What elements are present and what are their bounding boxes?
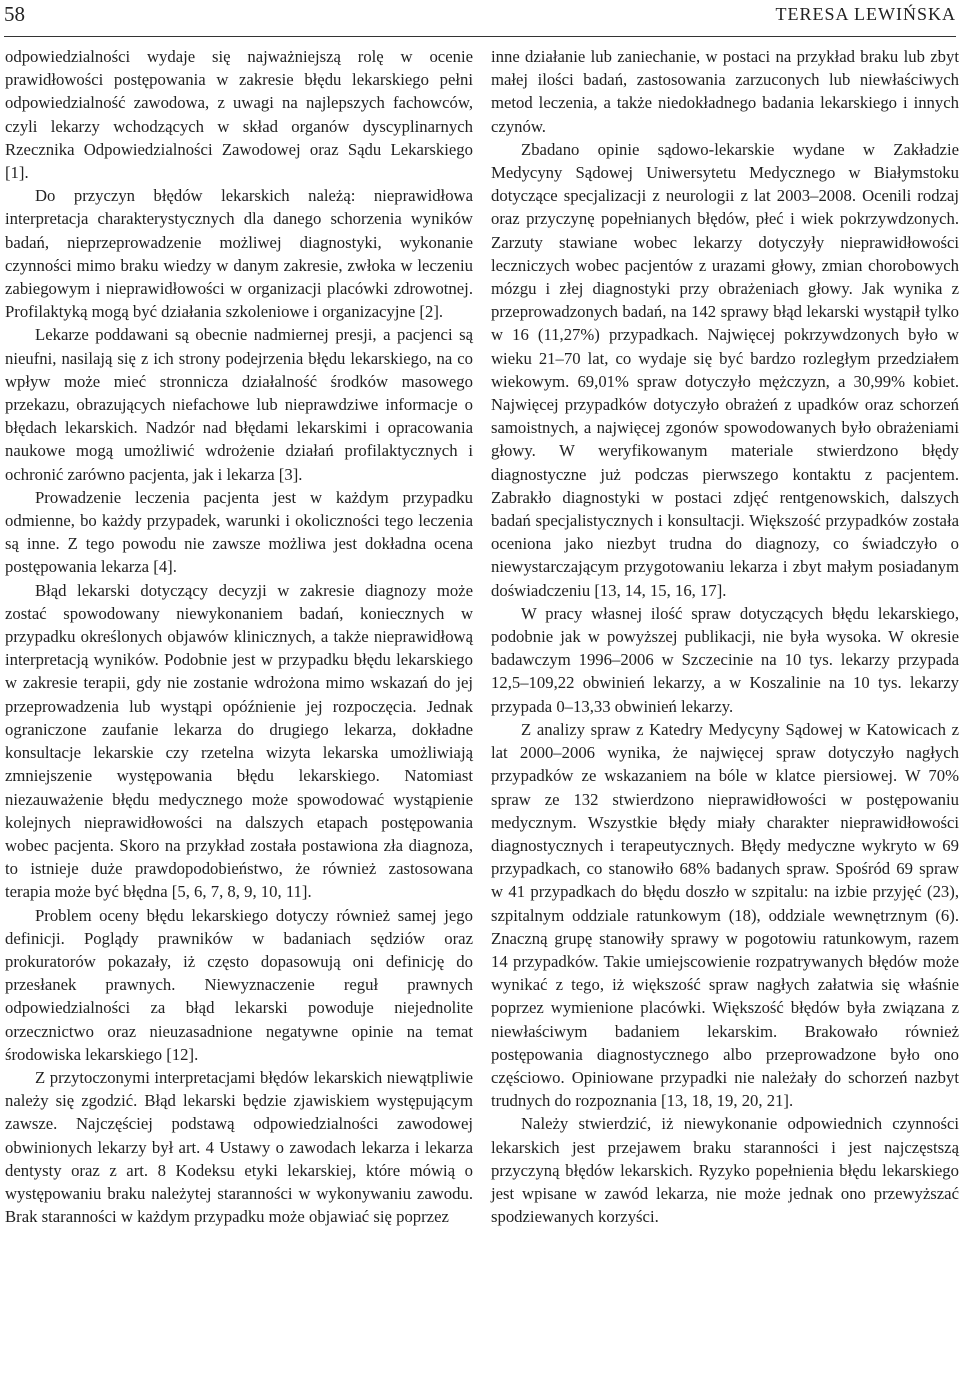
- paragraph: Lekarze poddawani są obecnie nadmiernej presji, a pacjenci są nieufni, nasilają się z ich strony podejrzenia błędu lekarskiego, na co wpływ może mieć stronnicza działalność środków masowego przekazu, obrazujących niefachowe lub nieprawdziwe informacje o błędach lekarskich. Nadzór nad błędami lekarskimi i opracowania naukowe mogą umożliwić wdrożenie działań profilaktycznych i ochronić zarówno pacjenta, jak i lekarza [3].: [5, 325, 473, 484]
- page-header: [4, 0, 956, 37]
- paragraph: W pracy własnej ilość spraw dotyczących błędu lekarskiego, podobnie jak w powyższej publikacji, nie była wysoka. W okresie badawczym 1996–2006 w Szczecinie na 10 tys. lekarzy przypada 12,5–109,22 obwinień lekarzy, a w Koszalinie na 10 tys. lekarzy przypada 0–13,33 obwinień lekarzy.: [491, 603, 959, 716]
- left-column: [5, 45, 473, 1228]
- paragraph: Zbadano opinie sądowo-lekarskie wydane w Zakładzie Medycyny Sądowej Uniwersytetu Medycznego w Białymstoku dotyczące specjalizacji z neurologii z lat 2003–2008. Ocenili rodzaj oraz przyczynę popełnianych błędów, płeć i wiek pokrzywdzonych. Zarzuty stawiane wobec lekarzy dotyczyły nieprawidłowości leczniczych wobec pacjentów z urazami głowy, zmian chorobowych mózgu i złej diagnostyki przy obrażeniach głowy. Jak wynika z przeprowadzonych badań, na 142 sprawy błąd lekarski wystąpił tylko w 16 (11,27%) przypadkach. Najwięcej pokrzywdzonych było w wieku 21–70 lat, co wydaje się być bardzo rozległym przedziałem wiekowym. 69,01% spraw dotyczyło mężczyzn, a 30,99% kobiet. Najwięcej przypadków dotyczyło obrażeń z upadków oraz schorzeń samoistnych, a najwięcej zgonów spowodowanych było obrażeniami głowy. W weryfikowanym materiale stwierdzono błędy diagnostyczne już podczas pierwszego kontaktu z pacjentem. Zabrakło diagnostyki w postaci zdjęć rentgenowskich, dalszych badań specjalistycznych i konsultacji. Większość przypadków została oceniona jako niezbyt trudna do diagnozy, co świadczyło o niewystarczającym przygotowaniu lekarza i zbyt małym posiadanym doświadczeniu [13, 14, 15, 16, 17].: [491, 139, 959, 600]
- paragraph: Do przyczyn błędów lekarskich należą: nieprawidłowa interpretacja charakterystycznych dla danego schorzenia wyników badań, nieprzeprowadzenie możliwej diagnostyki, wykonanie czynności mimo braku wiedzy w danym zakresie, zwłoka w leczeniu zabiegowym i nieprawidłowości w organizacji placówki zdrowotnej. Profilaktyką mogą być działania szkoleniowe i organizacyjne [2].: [5, 186, 473, 322]
- paragraph: Błąd lekarski dotyczący decyzji w zakresie diagnozy może zostać spowodowany niewykonaniem badań, koniecznych w przypadku określonych objawów klinicznych, a także nieprawidłową interpretacją wyników. Podobnie jest w przypadku błędu lekarskiego w zakresie terapii, gdy nie zostanie wdrożona mimo wskazań do jej przeprowadzenia lub wystąpi opóźnienie jej rozpoczęcia. Jednak ograniczone zaufanie lekarza do drugiego lekarza, dokładne konsultacje lekarskie czy rzetelna wizyta lekarska umożliwiają zmniejszenie występowania błędu lekarskiego. Natomiast niezauważenie błędu medycznego może spowodować wystąpienie kolejnych nieprawidłowości na dalszych etapach postępowania wobec pacjenta. Skoro na przykład została postawiona zła diagnoza, to istnieje duże prawdopodobieństwo, że również zastosowana terapia może być błędna [5, 6, 7, 8, 9, 10, 11].: [5, 580, 473, 902]
- paragraph: Z przytoczonymi interpretacjami błędów lekarskich niewątpliwie należy się zgodzić. Błąd lekarski będzie zjawiskiem występującym zawsze. Najczęściej podstawą odpowiedzialności zawodowej obwinionych lekarzy był art. 4 Ustawy o zawodach lekarza i lekarza dentysty oraz z art. 8 Kodeksu etyki lekarskiej, które mówią o występowaniu braku należytej staranności w wykonywaniu zawodu. Brak staranności w każdym przypadku może objawiać się poprzez: [5, 1067, 473, 1227]
- paragraph: odpowiedzialności wydaje się najważniejszą rolę w ocenie prawidłowości postępowania w zakresie błędu lekarskiego pełni odpowiedzialność zawodowa, z uwagi na najlepszych fachowców, czyli lekarzy wchodzących w skład organów dyscyplinarnych Rzecznika Odpowiedzialności Zawodowej oraz Sądu Lekarskiego [1].: [5, 47, 473, 183]
- right-column: [491, 45, 959, 1228]
- paragraph: inne działanie lub zaniechanie, w postaci na przykład braku lub zbyt małej ilości badań, zastosowania zarzuconych lub niewłaściwych metod leczenia, a także niedokładnego badania lekarskiego i innych czynów.: [491, 47, 959, 136]
- paragraph: Problem oceny błędu lekarskiego dotyczy również samej jego definicji. Poglądy prawników w badaniach sędziów oraz prokuratorów pokazały, iż często dopasowują oni definicję do przesłanek prawnych. Niewyznaczenie reguł prawnych odpowiedzialności za błąd lekarski powoduje niejednolite orzecznictwo oraz nieuzasadnione negatywne opinie na temat środowiska lekarskiego [12].: [5, 905, 473, 1064]
- paragraph: Należy stwierdzić, iż niewykonanie odpowiednich czynności lekarskich jest przejawem braku staranności i jest najczęstszą przyczyną błędów lekarskich. Ryzyko popełnienia błędu lekarskiego jest wpisane w zawód lekarza, nie może jednak ono przewyższać spodziewanych korzyści.: [491, 1114, 959, 1227]
- page-number: 58: [4, 2, 25, 26]
- paragraph: Z analizy spraw z Katedry Medycyny Sądowej w Katowicach z lat 2000–2006 wynika, że najwięcej spraw dotyczyło nagłych przypadków ze wskazaniem na bóle w klatce piersiowej. W 70% spraw ze 132 stwierdzono nieprawidłowości w postępowaniu medycznym. Wszystkie błędy miały charakter nieprawidłowości diagnostycznych i terapeutycznych. Błędy medyczne wykryto w 69 przypadkach, co stanowiło 68% badanych spraw. Spośród 69 spraw w 41 przypadkach do błędu doszło w szpitalu: na izbie przyjęć (23), szpitalnym oddziale ratunkowym (18), oddziale wewnętrznym (6). Znaczną grupę stanowiły sprawy w pogotowiu ratunkowym, razem 14 przypadków. Takie umiejscowienie rozpatrywanych błędów może wynikać z tego, iż większość spraw nagłych załatwia się właśnie poprzez wymienione placówki. Większość błędów była związana z niewłaściwym badaniem lekarskim. Brakowało również postępowania diagnostycznego albo przeprowadzone było ono częściowo. Opiniowane przypadki nie należały do schorzeń nazbyt trudnych do rozpoznania [13, 18, 19, 20, 21].: [491, 719, 959, 1111]
- paragraph: Prowadzenie leczenia pacjenta jest w każdym przypadku odmienne, bo każdy przypadek, warunki i okoliczności tego leczenia są inne. Z tego powodu nie zawsze możliwa jest dokładna ocena postępowania lekarza [4].: [5, 487, 473, 577]
- running-header-author: TERESA LEWIŃSKA: [775, 4, 956, 24]
